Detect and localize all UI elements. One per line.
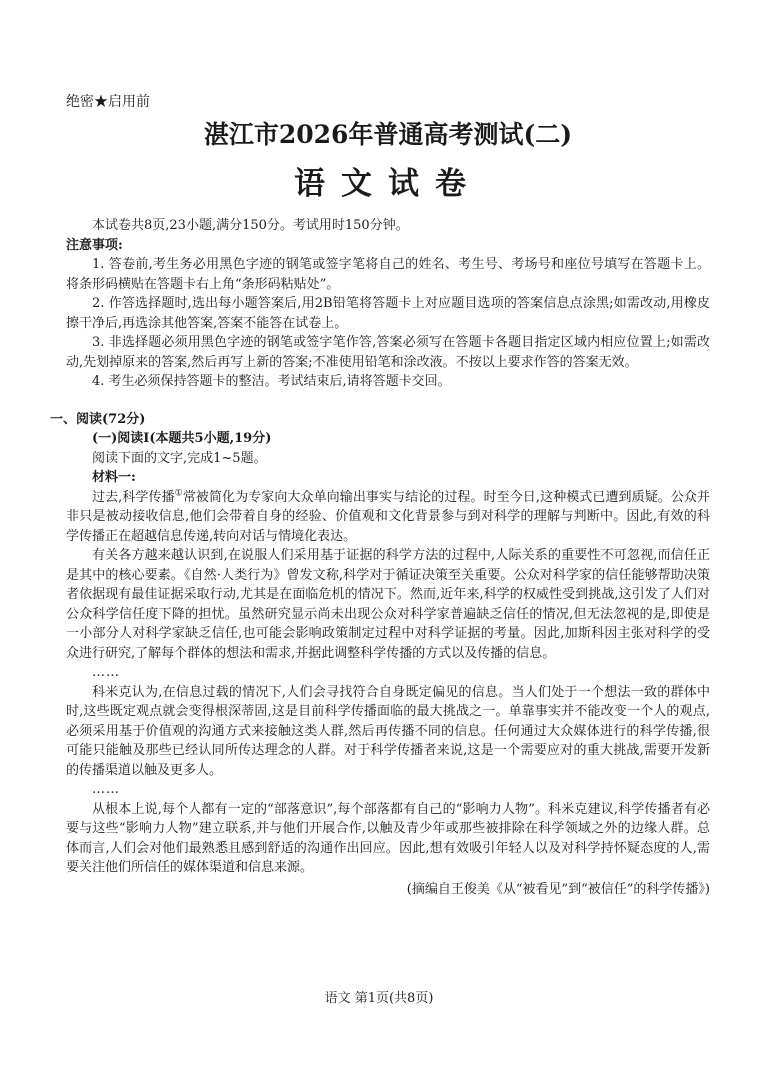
page-footer: 语文 第1页(共8页) bbox=[324, 991, 434, 1006]
passage-paragraph-1 bbox=[66, 488, 710, 547]
note-item-2: 2. 作答选择题时,选出每小题答案后,用2B铅笔将答题卡上对应题目选项的答案信息点涂黑;如需改动,用橡皮擦干净后,再选涂其他答案,答案不能答在试卷上。 bbox=[66, 296, 710, 331]
subject-title: 语文试卷 bbox=[294, 166, 482, 202]
exam-body bbox=[50, 216, 710, 899]
section-title: 一、阅读(72分) bbox=[50, 411, 146, 427]
passage-paragraph-4: 从根本上说,每个人都有一定的“部落意识”,每个部落都有自己的“影响力人物”。科米克建议,科学传播者有必要与这些“影响力人物”建立联系,并与他们开展合作,以触及青少年或那些被排除在科学领域之外的边缘人群。总体而言,人们会对他们最熟悉且感到舒适的沟通作出回应。因此,想有效吸引年轻人以及对科学持怀疑态度的人,需要关注他们所信任的媒体渠道和信息来源。 bbox=[66, 801, 710, 875]
passage-p1-before: 过去,科学传播 bbox=[92, 489, 175, 505]
passage-ellipsis-1: …… bbox=[92, 665, 120, 680]
note-item-3: 3. 非选择题必须用黑色字迹的钢笔或签字笔作答,答案必须写在答题卡各题目指定区域内相应位置上;如需改动,先划掉原来的答案,然后再写上新的答案;不准使用铅笔和涂改液。不按以上要求作答的答案无效。 bbox=[66, 335, 710, 370]
material-label: 材料一: bbox=[92, 470, 136, 485]
passage-paragraph-3: 科米克认为,在信息过载的情况下,人们会寻找符合自身既定偏见的信息。当人们处于一个想法一致的群体中时,这些既定观点就会变得根深蒂固,这是目前科学传播面临的最大挑战之一。单靠事实并不能改变一个人的观点,必须采用基于价值观的沟通方式来接触这类人群,然后再传播不同的信息。任何通过大众媒体进行的科学传播,很可能只能触及那些已经认同所传达理念的人群。对于科学传播者来说,这是一个需要应对的重大挑战,需要开发新的传播渠道以触及更多人。 bbox=[66, 684, 710, 778]
footnote-marker: ① bbox=[174, 488, 183, 499]
secret-mark: 绝密★启用前 bbox=[66, 94, 150, 110]
intro-text: 本试卷共8页,23小题,满分150分。考试用时150分钟。 bbox=[92, 218, 409, 233]
passage-p1-after: 常被简化为专家向大众单向输出事实与结论的过程。时至今日,这种模式已遭到质疑。公众并非只是被动接收信息,他们会带着自身的经验、价值观和文化背景参与到对科学的理解与判断中。因此,有效的科学传播正在超越信息传递,转向对话与情境化表达。 bbox=[66, 489, 710, 544]
notes-title: 注意事项: bbox=[66, 237, 123, 253]
subsection-title: (一)阅读Ⅰ(本题共5小题,19分) bbox=[92, 431, 272, 446]
passage-ellipsis-2: …… bbox=[92, 782, 120, 797]
exam-title: 湛江市2026年普通高考测试(二) bbox=[203, 120, 573, 149]
section-gap bbox=[66, 392, 710, 410]
note-item-1: 1. 答卷前,考生务必用黑色字迹的钢笔或签字笔将自己的姓名、考生号、考场号和座位号填写在答题卡上。将条形码横贴在答题卡右上角“条形码粘贴处”。 bbox=[66, 257, 710, 292]
passage-paragraph-2: 有关各方越来越认识到,在说服人们采用基于证据的科学方法的过程中,人际关系的重要性不可忽视,而信任正是其中的核心要素。《自然·人类行为》曾发文称,科学对于循证决策至关重要。公众对科学家的信任能够帮助决策者依据现有最佳证据采取行动,尤其是在面临危机的情况下。然而,近年来,科学的权威性受到挑战,这引发了人们对公众科学信任度下降的担忧。虽然研究显示尚未出现公众对科学家普遍缺乏信任的情况,但无法忽视的是,即使是一小部分人对科学家缺乏信任,也可能会影响政策制定过程中对科学证据的考量。因此,加斯科因主张对科学的受众进行研究,了解每个群体的想法和需求,并据此调整科学传播的方式以及传播的信息。 bbox=[66, 548, 710, 661]
note-item-4: 4. 考生必须保持答题卡的整洁。考试结束后,请将答题卡交回。 bbox=[92, 374, 451, 389]
reading-instruction: 阅读下面的文字,完成1~5题。 bbox=[92, 450, 267, 466]
passage-source: (摘编自王俊美《从“被看见”到“被信任”的科学传播》) bbox=[406, 881, 710, 897]
